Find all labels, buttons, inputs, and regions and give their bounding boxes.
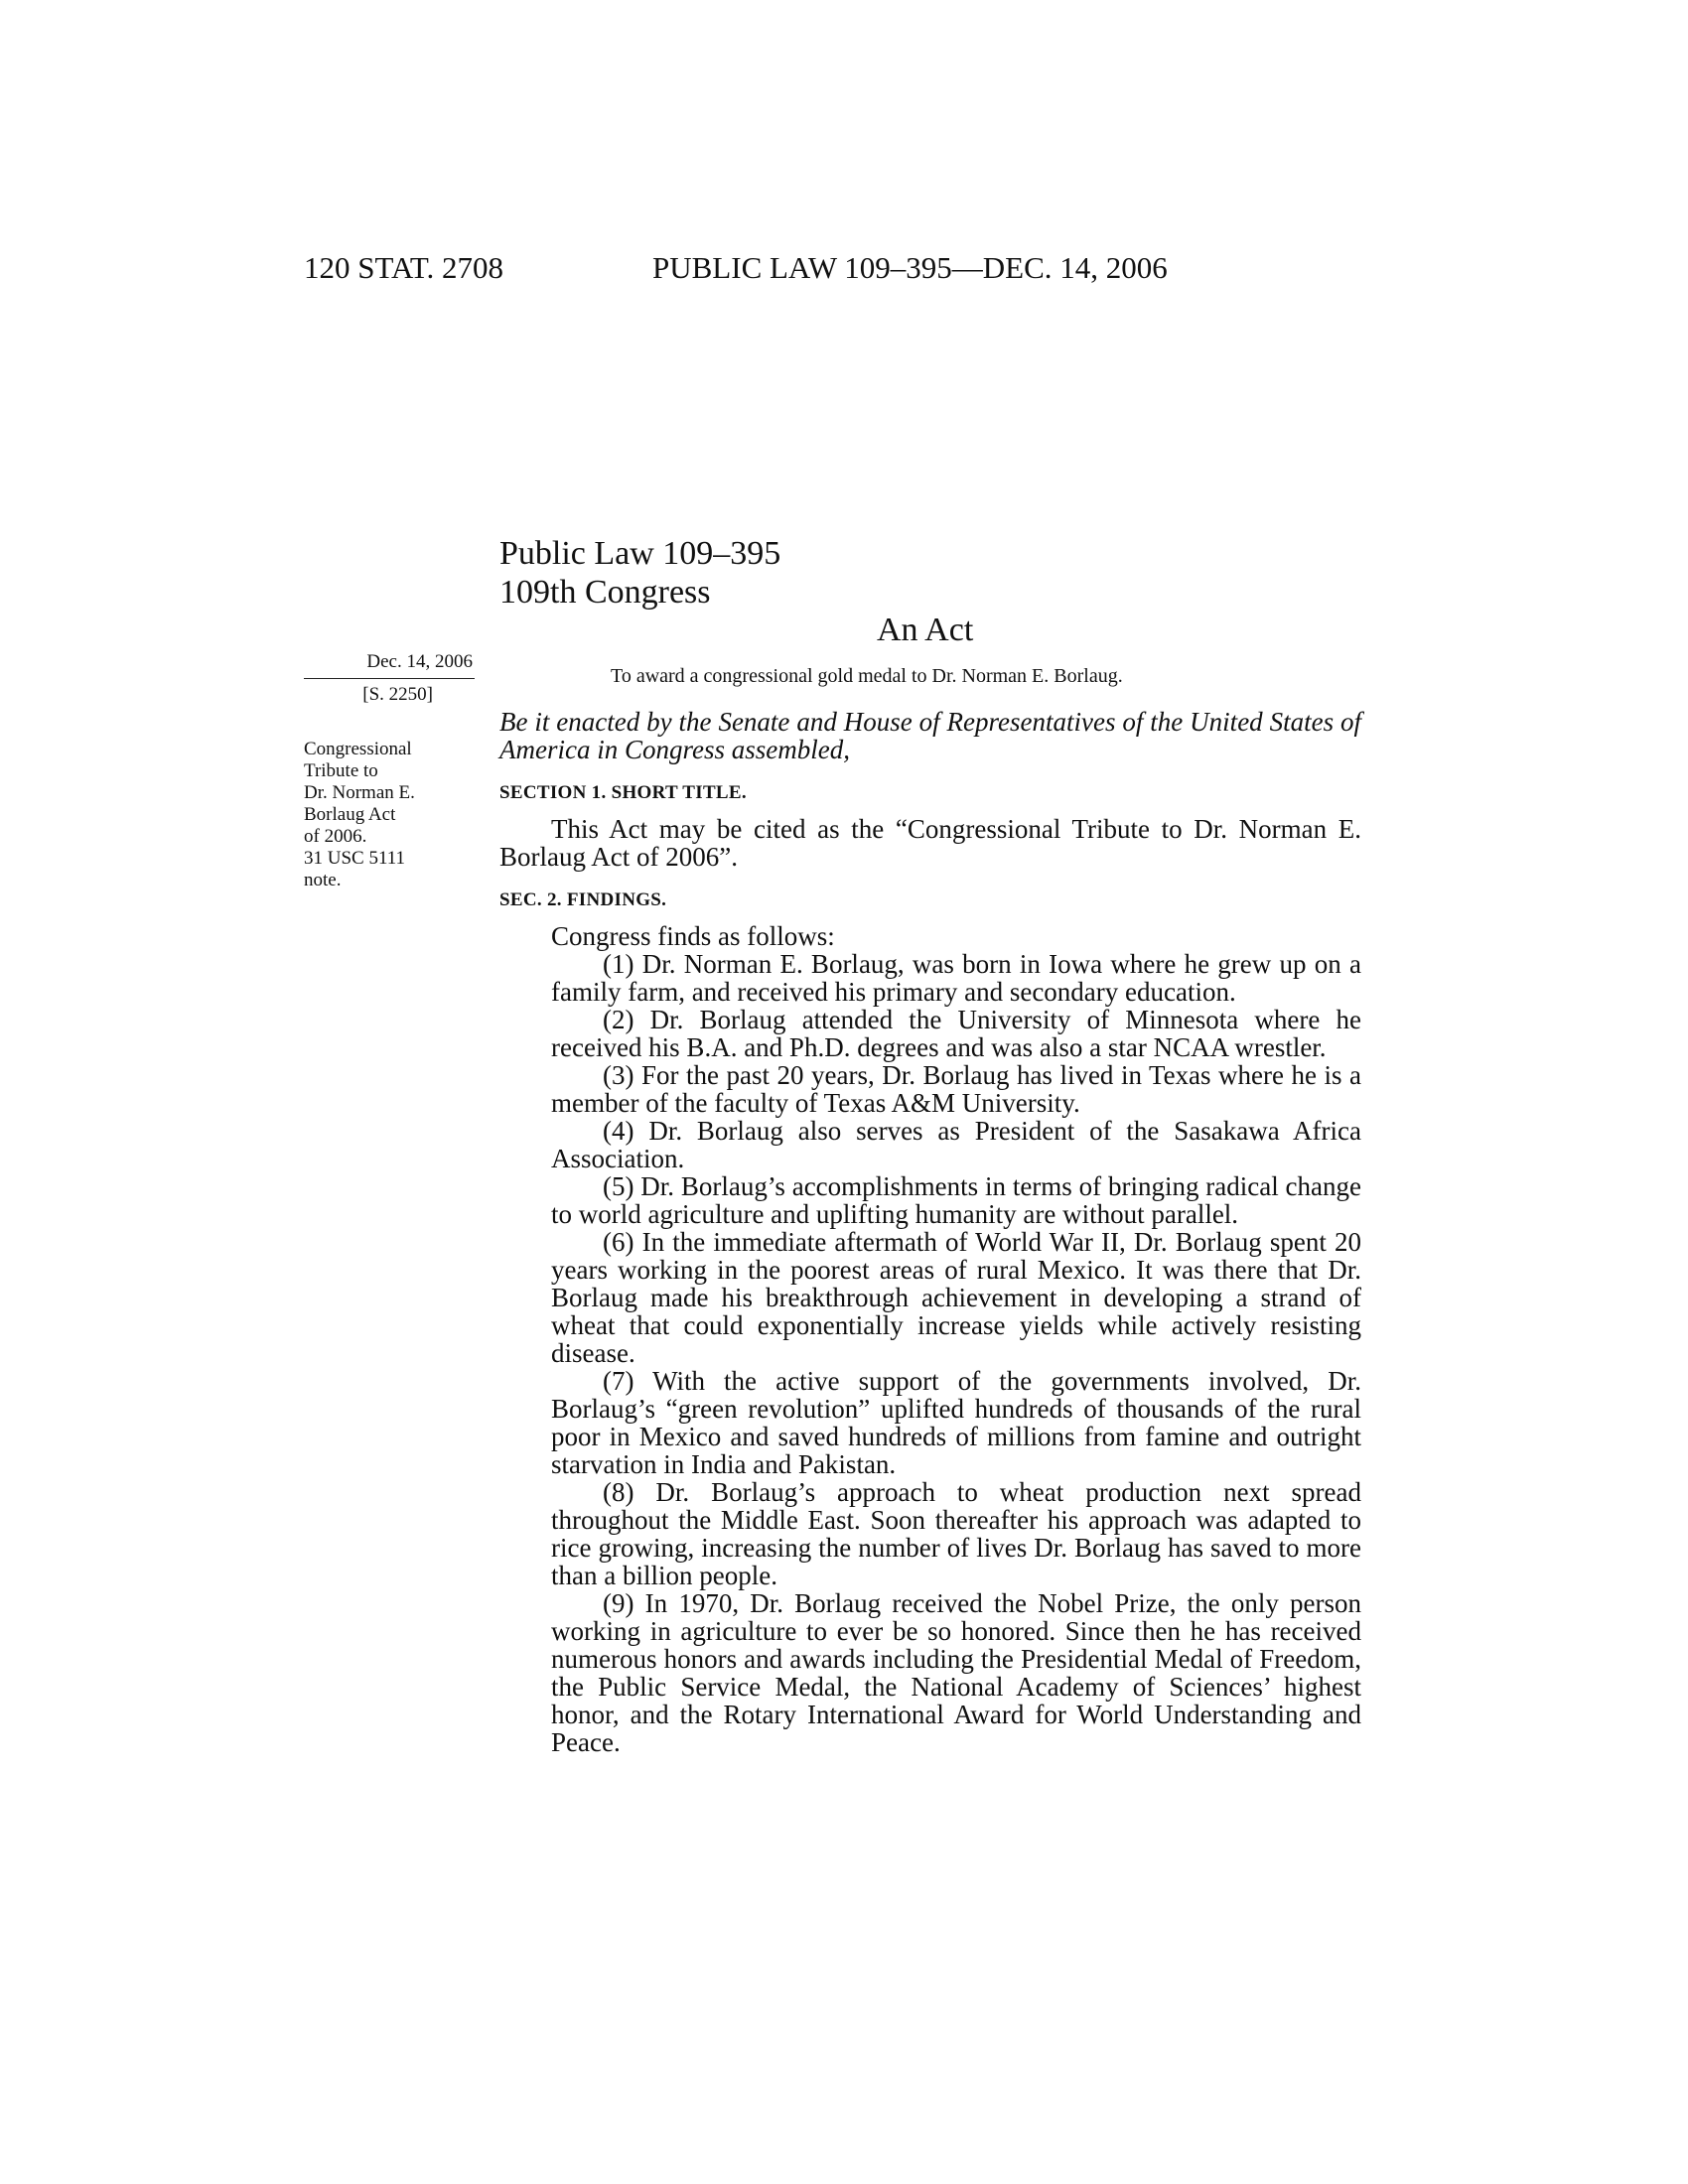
finding-item: (8) Dr. Borlaug’s approach to wheat production next spread throughout the Middle East. Soon thereafter his approach was adapted to rice growing, increasing the number of lives Dr. Borlaug has saved to more than a billion people. <box>551 1477 1361 1590</box>
section-1-heading: SECTION 1. SHORT TITLE. <box>499 782 747 803</box>
act-heading: An Act <box>877 612 974 648</box>
running-title: PUBLIC LAW 109–395—DEC. 14, 2006 <box>652 250 1168 285</box>
law-number: Public Law 109–395 <box>499 535 781 572</box>
finding-item: (5) Dr. Borlaug’s accomplishments in terms of bringing radical change to world agriculture and uplifting humanity are without parallel. <box>551 1171 1361 1229</box>
margin-bill-number: [S. 2250] <box>362 684 433 705</box>
margin-note-line: Congressional <box>304 739 412 759</box>
finding-item: (1) Dr. Norman E. Borlaug, was born in Iowa where he grew up on a family farm, and received his primary and secondary education. <box>551 949 1361 1007</box>
finding-item: (4) Dr. Borlaug also serves as President of the Sasakawa Africa Association. <box>551 1116 1361 1173</box>
findings-intro: Congress finds as follows: <box>551 921 835 951</box>
margin-date: Dec. 14, 2006 <box>366 651 473 672</box>
act-purpose: To award a congressional gold medal to Dr. Norman E. Borlaug. <box>611 665 1123 687</box>
margin-divider <box>304 678 475 679</box>
margin-note-line: Borlaug Act <box>304 804 396 825</box>
act-body <box>499 708 1361 1756</box>
margin-note-line: Tribute to <box>304 760 378 781</box>
section-2-heading: SEC. 2. FINDINGS. <box>499 889 667 910</box>
margin-note-line: of 2006. <box>304 826 367 847</box>
congress-label: 109th Congress <box>499 574 711 611</box>
margin-note-line: 31 USC 5111 <box>304 848 406 869</box>
finding-item: (3) For the past 20 years, Dr. Borlaug has lived in Texas where he is a member of the faculty of Texas A&M University. <box>551 1060 1361 1118</box>
finding-item: (6) In the immediate aftermath of World War II, Dr. Borlaug spent 20 years working in the poorest areas of rural Mexico. It was there that Dr. Borlaug made his breakthrough achievement in developing a strand of wheat that could exponentially increase yields while actively resisting disease. <box>551 1227 1361 1368</box>
margin-note <box>304 739 453 891</box>
finding-item: (7) With the active support of the governments involved, Dr. Borlaug’s “green revolution” uplifted hundreds of thousands of the rural poor in Mexico and saved hundreds of millions from famine and outright starvation in India and Pakistan. <box>551 1366 1361 1479</box>
stat-page-reference: 120 STAT. 2708 <box>304 250 504 285</box>
margin-note-line: note. <box>304 870 342 890</box>
enacting-clause: Be it enacted by the Senate and House of Representatives of the United States of America in Congress assembled, <box>499 707 1361 764</box>
finding-item: (2) Dr. Borlaug attended the University of Minnesota where he received his B.A. and Ph.D. degrees and was also a star NCAA wrestler. <box>551 1005 1361 1062</box>
margin-note-line: Dr. Norman E. <box>304 782 415 803</box>
section-1-text: This Act may be cited as the “Congressional Tribute to Dr. Norman E. Borlaug Act of 2006”. <box>499 814 1361 872</box>
finding-item: (9) In 1970, Dr. Borlaug received the Nobel Prize, the only person working in agriculture to ever be so honored. Since then he has received numerous honors and awards including the Presidential Medal of Freedom, the Public Service Medal, the National Academy of Sciences’ highest honor, and the Rotary International Award for World Understanding and Peace. <box>551 1588 1361 1757</box>
